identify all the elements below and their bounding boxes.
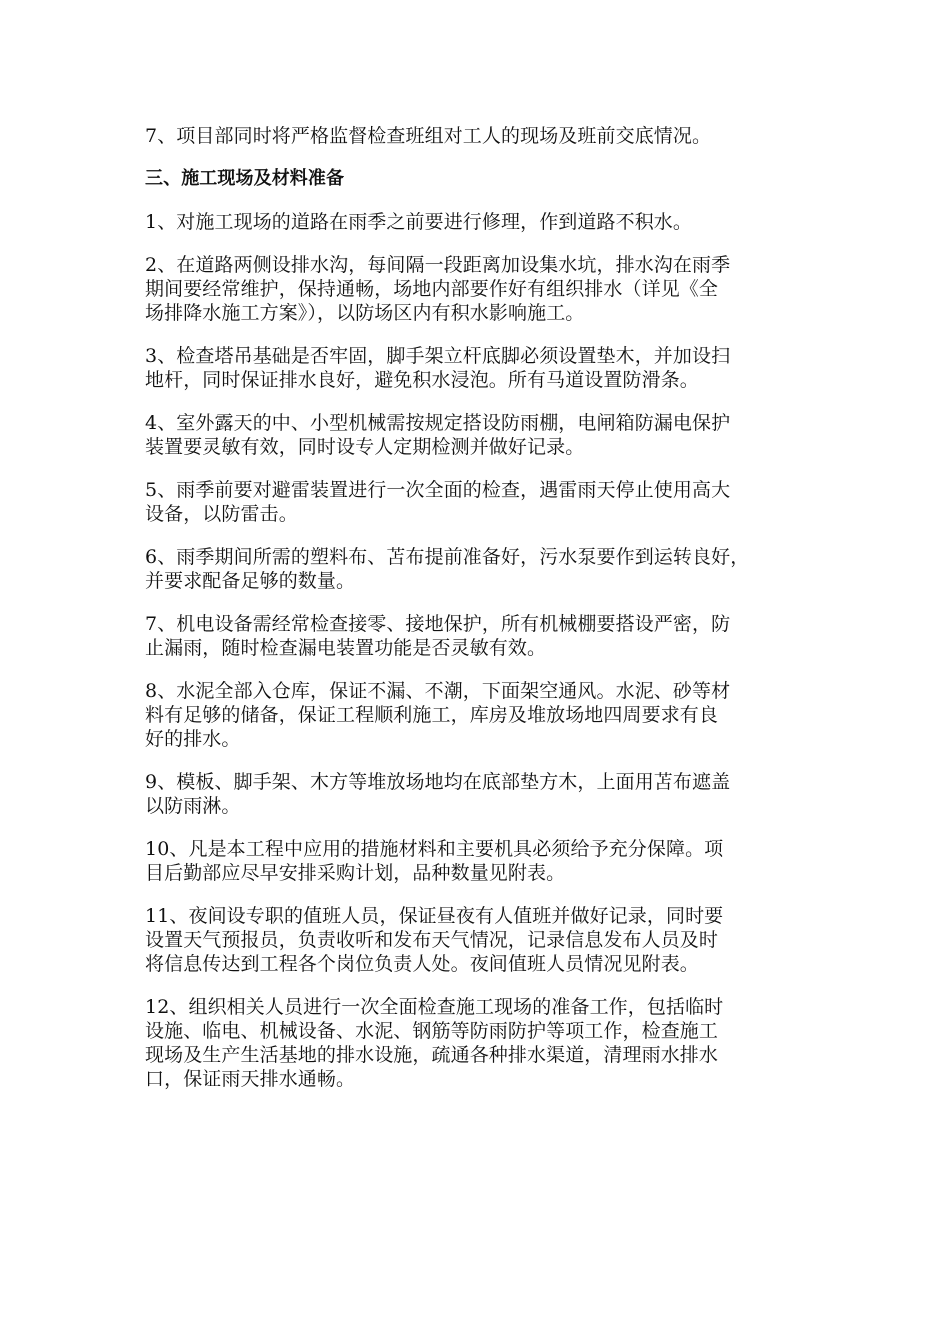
paragraph-line: 场排降水施工方案》），以防场区内有积水影响施工。 <box>145 302 585 324</box>
intro-item-7 <box>145 124 817 148</box>
paragraph-line: 装置要灵敏有效，同时设专人定期检测并做好记录。 <box>145 436 585 458</box>
list-item <box>145 545 817 593</box>
paragraph-line: 现场及生产生活基地的排水设施，疏通各种排水渠道，清理雨水排水 <box>145 1044 719 1066</box>
paragraph-line: 设施、临电、机械设备、水泥、钢筋等防雨防护等项工作，检查施工 <box>145 1020 719 1042</box>
paragraph-line: 5、雨季前要对避雷装置进行一次全面的检查，遇雷雨天停止使用高大 <box>145 479 731 501</box>
paragraph-line: 地杆，同时保证排水良好，避免积水浸泡。所有马道设置防滑条。 <box>145 369 699 391</box>
paragraph-line: 并要求配备足够的数量。 <box>145 570 356 592</box>
paragraph-line: 8、水泥全部入仓库，保证不漏、不潮，下面架空通风。水泥、砂等材 <box>145 680 731 702</box>
list-item <box>145 411 817 459</box>
paragraph-line: 9、模板、脚手架、木方等堆放场地均在底部垫方木，上面用苫布遮盖 <box>145 771 731 793</box>
paragraph-line: 3、检查塔吊基础是否牢固，脚手架立杆底脚必须设置垫木，并加设扫 <box>145 345 731 367</box>
list-item <box>145 478 817 526</box>
list-item <box>145 995 817 1091</box>
paragraph-line: 设置天气预报员，负责收听和发布天气情况，记录信息发布人员及时 <box>145 929 719 951</box>
list-item <box>145 210 817 234</box>
list-item <box>145 253 817 325</box>
list-item <box>145 837 817 885</box>
paragraph-line: 12、组织相关人员进行一次全面检查施工现场的准备工作，包括临时 <box>145 996 724 1018</box>
paragraph-line: 1、对施工现场的道路在雨季之前要进行修理，作到道路不积水。 <box>145 211 692 233</box>
document-page <box>145 124 817 1110</box>
paragraph-line: 以防雨淋。 <box>145 795 241 817</box>
list-item <box>145 904 817 976</box>
paragraph-line: 料有足够的储备，保证工程顺利施工，库房及堆放场地四周要求有良 <box>145 704 719 726</box>
paragraph-line: 口，保证雨天排水通畅。 <box>145 1068 356 1090</box>
paragraph-line: 2、在道路两侧设排水沟，每间隔一段距离加设集水坑，排水沟在雨季 <box>145 254 731 276</box>
paragraph-line: 目后勤部应尽早安排采购计划，品种数量见附表。 <box>145 862 566 884</box>
paragraph-line: 10、凡是本工程中应用的措施材料和主要机具必须给予充分保障。项 <box>145 838 724 860</box>
paragraph-line: 7、项目部同时将严格监督检查班组对工人的现场及班前交底情况。 <box>145 125 712 147</box>
list-item <box>145 770 817 818</box>
paragraph-line: 7、机电设备需经常检查接零、接地保护，所有机械棚要搭设严密，防 <box>145 613 731 635</box>
paragraph-line: 好的排水。 <box>145 728 241 750</box>
paragraph-line: 11、夜间设专职的值班人员，保证昼夜有人值班并做好记录，同时要 <box>145 905 724 927</box>
paragraph-line: 4、室外露天的中、小型机械需按规定搭设防雨棚，电闸箱防漏电保护 <box>145 412 731 434</box>
paragraph-line: 将信息传达到工程各个岗位负责人处。夜间值班人员情况见附表。 <box>145 953 699 975</box>
item-list <box>145 210 817 1091</box>
paragraph-line: 6、雨季期间所需的塑料布、苫布提前准备好，污水泵要作到运转良好， <box>145 546 750 568</box>
list-item <box>145 679 817 751</box>
list-item <box>145 612 817 660</box>
paragraph-line: 期间要经常维护，保持通畅，场地内部要作好有组织排水（详见《全 <box>145 278 719 300</box>
list-item <box>145 344 817 392</box>
paragraph-line: 设备，以防雷击。 <box>145 503 298 525</box>
paragraph-line: 止漏雨，随时检查漏电装置功能是否灵敏有效。 <box>145 637 547 659</box>
section-heading: 三、施工现场及材料准备 <box>145 168 345 189</box>
